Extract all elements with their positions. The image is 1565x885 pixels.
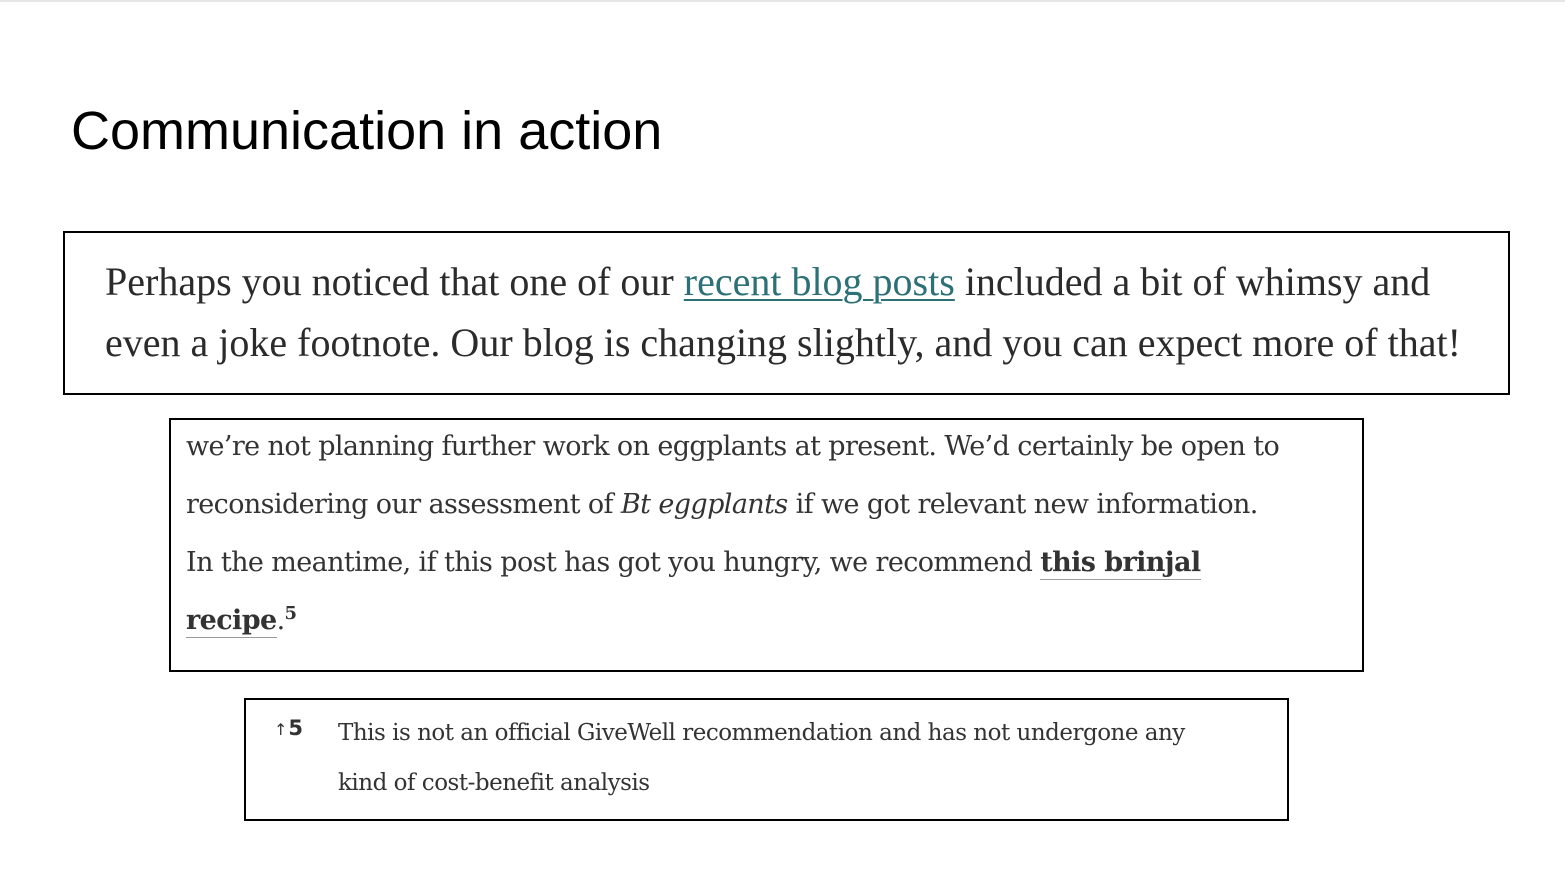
recent-blog-posts-link[interactable]: recent blog posts <box>683 259 955 304</box>
excerpt-text-line-2: even a joke footnote. Our blog is changing slightly, and you can expect more of that! <box>105 320 1461 365</box>
excerpt-text-before-link: Perhaps you noticed that one of our <box>105 259 684 304</box>
eggplant-line-3-start: In the meantime, if this post has got you hungry, we recommend <box>186 547 1041 578</box>
footnote-line-2: kind of cost-benefit analysis <box>338 770 650 796</box>
footnote-box <box>244 698 1289 821</box>
footnote-reference[interactable]: 5 <box>284 603 297 624</box>
bt-eggplants-italic: Bt eggplants <box>620 489 788 520</box>
eggplant-line-2-start: reconsidering our assessment of <box>186 489 621 520</box>
brinjal-recipe-link-part-1[interactable]: this brinjal <box>1040 547 1201 578</box>
recipe-period: . <box>276 605 285 636</box>
excerpt-paragraph <box>105 251 1488 373</box>
eggplant-line-3 <box>186 534 1362 592</box>
slide-title: Communication in action <box>71 101 663 161</box>
brinjal-recipe-link-part-2[interactable]: recipe <box>186 605 277 636</box>
footnote-text <box>338 708 1278 808</box>
eggplant-line-2 <box>186 476 1362 534</box>
up-arrow-icon[interactable]: ↑ <box>274 720 288 739</box>
eggplant-line-1: we’re not planning further work on eggplants at present. We’d certainly be open to <box>186 431 1280 462</box>
blog-excerpt-whimsy <box>63 231 1510 395</box>
blog-excerpt-eggplants <box>169 418 1364 672</box>
eggplant-line-4 <box>186 592 1362 650</box>
eggplant-line-2-end: if we got relevant new information. <box>787 489 1258 520</box>
excerpt-text-after-link: included a bit of whimsy and <box>954 259 1431 304</box>
footnote-line-1: This is not an official GiveWell recommendation and has not undergone any <box>338 720 1185 746</box>
footnote-backlink[interactable] <box>274 716 303 740</box>
footnote-number: 5 <box>288 716 304 740</box>
